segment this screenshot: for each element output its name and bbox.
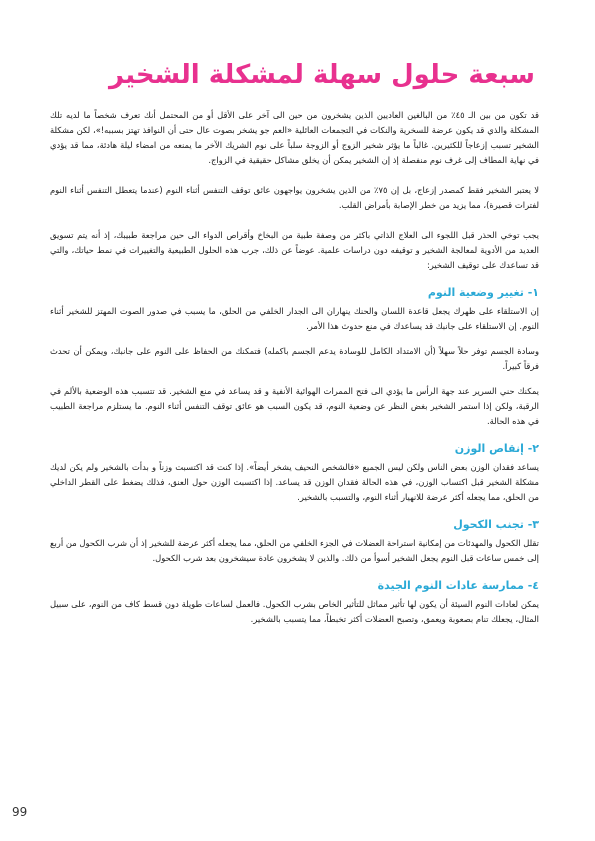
section-1-paragraph-1: إن الاستلقاء على ظهرك يجعل قاعدة اللسان والحنك ينهاران الى الجدار الخلفي من الحلق، ما يسبب في صدور الصوت المهتز للشخير أثناء النوم. إن الاستلقاء على جانبك قد يساعدك في منع حدوث هذا الأمر. xyxy=(50,306,539,331)
article-body xyxy=(50,108,539,627)
section-2-paragraph-1: يساعد فقدان الوزن بعض الناس ولكن ليس الجميع «فالشخص النحيف يشخر أيضاً». إذا كنت قد اكتسبت وزناً و بدأت بالشخير ولم يكن لديك مشكلة الشخير قبل اكتساب الوزن، في هذه الحالة فقدان الوزن قد يساعد. إذا اكتسبت الوزن حول العنق، فذلك يضغط على القطر الداخلي من الحلق، مما يجعله أكثر عرضة للانهيار أثناء النوم، والتسبب بالشخير. xyxy=(50,462,539,502)
section-heading-sleep-habits: ٤- ممارسة عادات النوم الجيدة xyxy=(377,579,539,592)
section-4-paragraph-1: يمكن لعادات النوم السيئة أن يكون لها تأثير مماثل للتأثير الخاص بشرب الكحول. فالعمل لساعات طويلة دون قسط كاف من النوم، على سبيل المثال، يجعلك تنام بصعوبة ويعمق، وتصبح العضلات أكثر تخبطاً، مما يتسبب بالشخير. xyxy=(50,599,539,624)
section-heading-weight-loss: ٢- إنقاص الوزن xyxy=(454,442,539,455)
section-3-paragraph-1: تقلل الكحول والمهدئات من إمكانية استراحة العضلات في الجزء الخلفي من الحلق، مما يجعله أكثر عرضة للشخير إذ أن شرب الكحول من أربع إلى خمس ساعات قبل النوم يجعل الشخير أسوأ من ذلك. والذين لا يشخرون عادة سيشخرون بعد شرب الكحول. xyxy=(50,538,539,563)
page-number: 99 xyxy=(12,805,28,819)
page-title: سبعة حلول سهلة لمشكلة الشخير xyxy=(109,60,535,90)
section-1-paragraph-3: يمكنك حني السرير عند جهة الرأس ما يؤدي الى فتح الممرات الهوائية الأنفية و قد يساعد في منع الشخير. قد تتسبب هذه الوضعية بالألم في الرقبة، ولكن إذا استمر الشخير بغض النظر عن وضعية النوم، قد يكون السبب هو عائق توقف التنفس أثناء النوم. ما يستلزم مراجعة الطبيب في هذه الحالة. xyxy=(50,386,539,426)
section-heading-avoid-alcohol: ٣- تجنب الكحول xyxy=(453,518,539,531)
section-1-paragraph-2: وسادة الجسم توفر حلاً سهلاً (أن الامتداد الكامل للوسادة يدعم الجسم باكمله) فتمكنك من الحفاظ على النوم على جانبك، ويمكن أن تحدث فرقاً كبيراً. xyxy=(50,346,539,371)
intro-paragraph-3: يجب توخي الحذر قبل اللجوء الى العلاج الذاتي باكثر من وصفة طبية من البخاخ وأقراص الدواء الى حين مراجعة طبيبك، إذ أنه يتم تسويق العديد من الأدوية لمعالجة الشخير و توقيفه دون دراسات علمية. عوضاً عن ذلك، جرب هذه الحلول الطبيعية والتغييرات في نمط حياتك، والتي قد تساعدك على توقيف الشخير: xyxy=(50,230,539,270)
intro-paragraph-1: قد تكون من بين الـ ٤٥٪ من البالغين العاديين الذين يشخرون من حين الى آخر على الأقل أو من المحتمل أنك تعرف شخصاً ما لديه تلك المشكلة والذي قد يكون عرضة للسخرية والنكات في التجمعات العائلية «العم جو يشخر بصوت عال حتى أن النوافذ تهتز بسببه!»، لكن مشكلة الشخير تسبب إزعاجاً للكثيرين. غالباً ما يؤثر شخير الزوج أو الزوجة سلباً على نوم الشريك الآخر ما يمنعه من امضاء ليلة هادئة، مما قد يؤدي في نهاية المطاف إلى غرف نوم منفصلة إذ إن الشخير يمكن أن يخلق مشاكل حقيقية في الزواج. xyxy=(50,110,539,165)
section-heading-sleep-position: ١- تغيير وضعية النوم xyxy=(427,286,539,299)
intro-paragraph-2: لا يعتبر الشخير فقط كمصدر إزعاج، بل إن ٧٥٪ من الذين يشخرون يواجهون عائق توقف التنفس أثناء النوم (عندما يتعطل التنفس أثناء النوم لفترات قصيرة)، مما يزيد من خطر الإصابة بأمراض القلب. xyxy=(50,185,539,210)
